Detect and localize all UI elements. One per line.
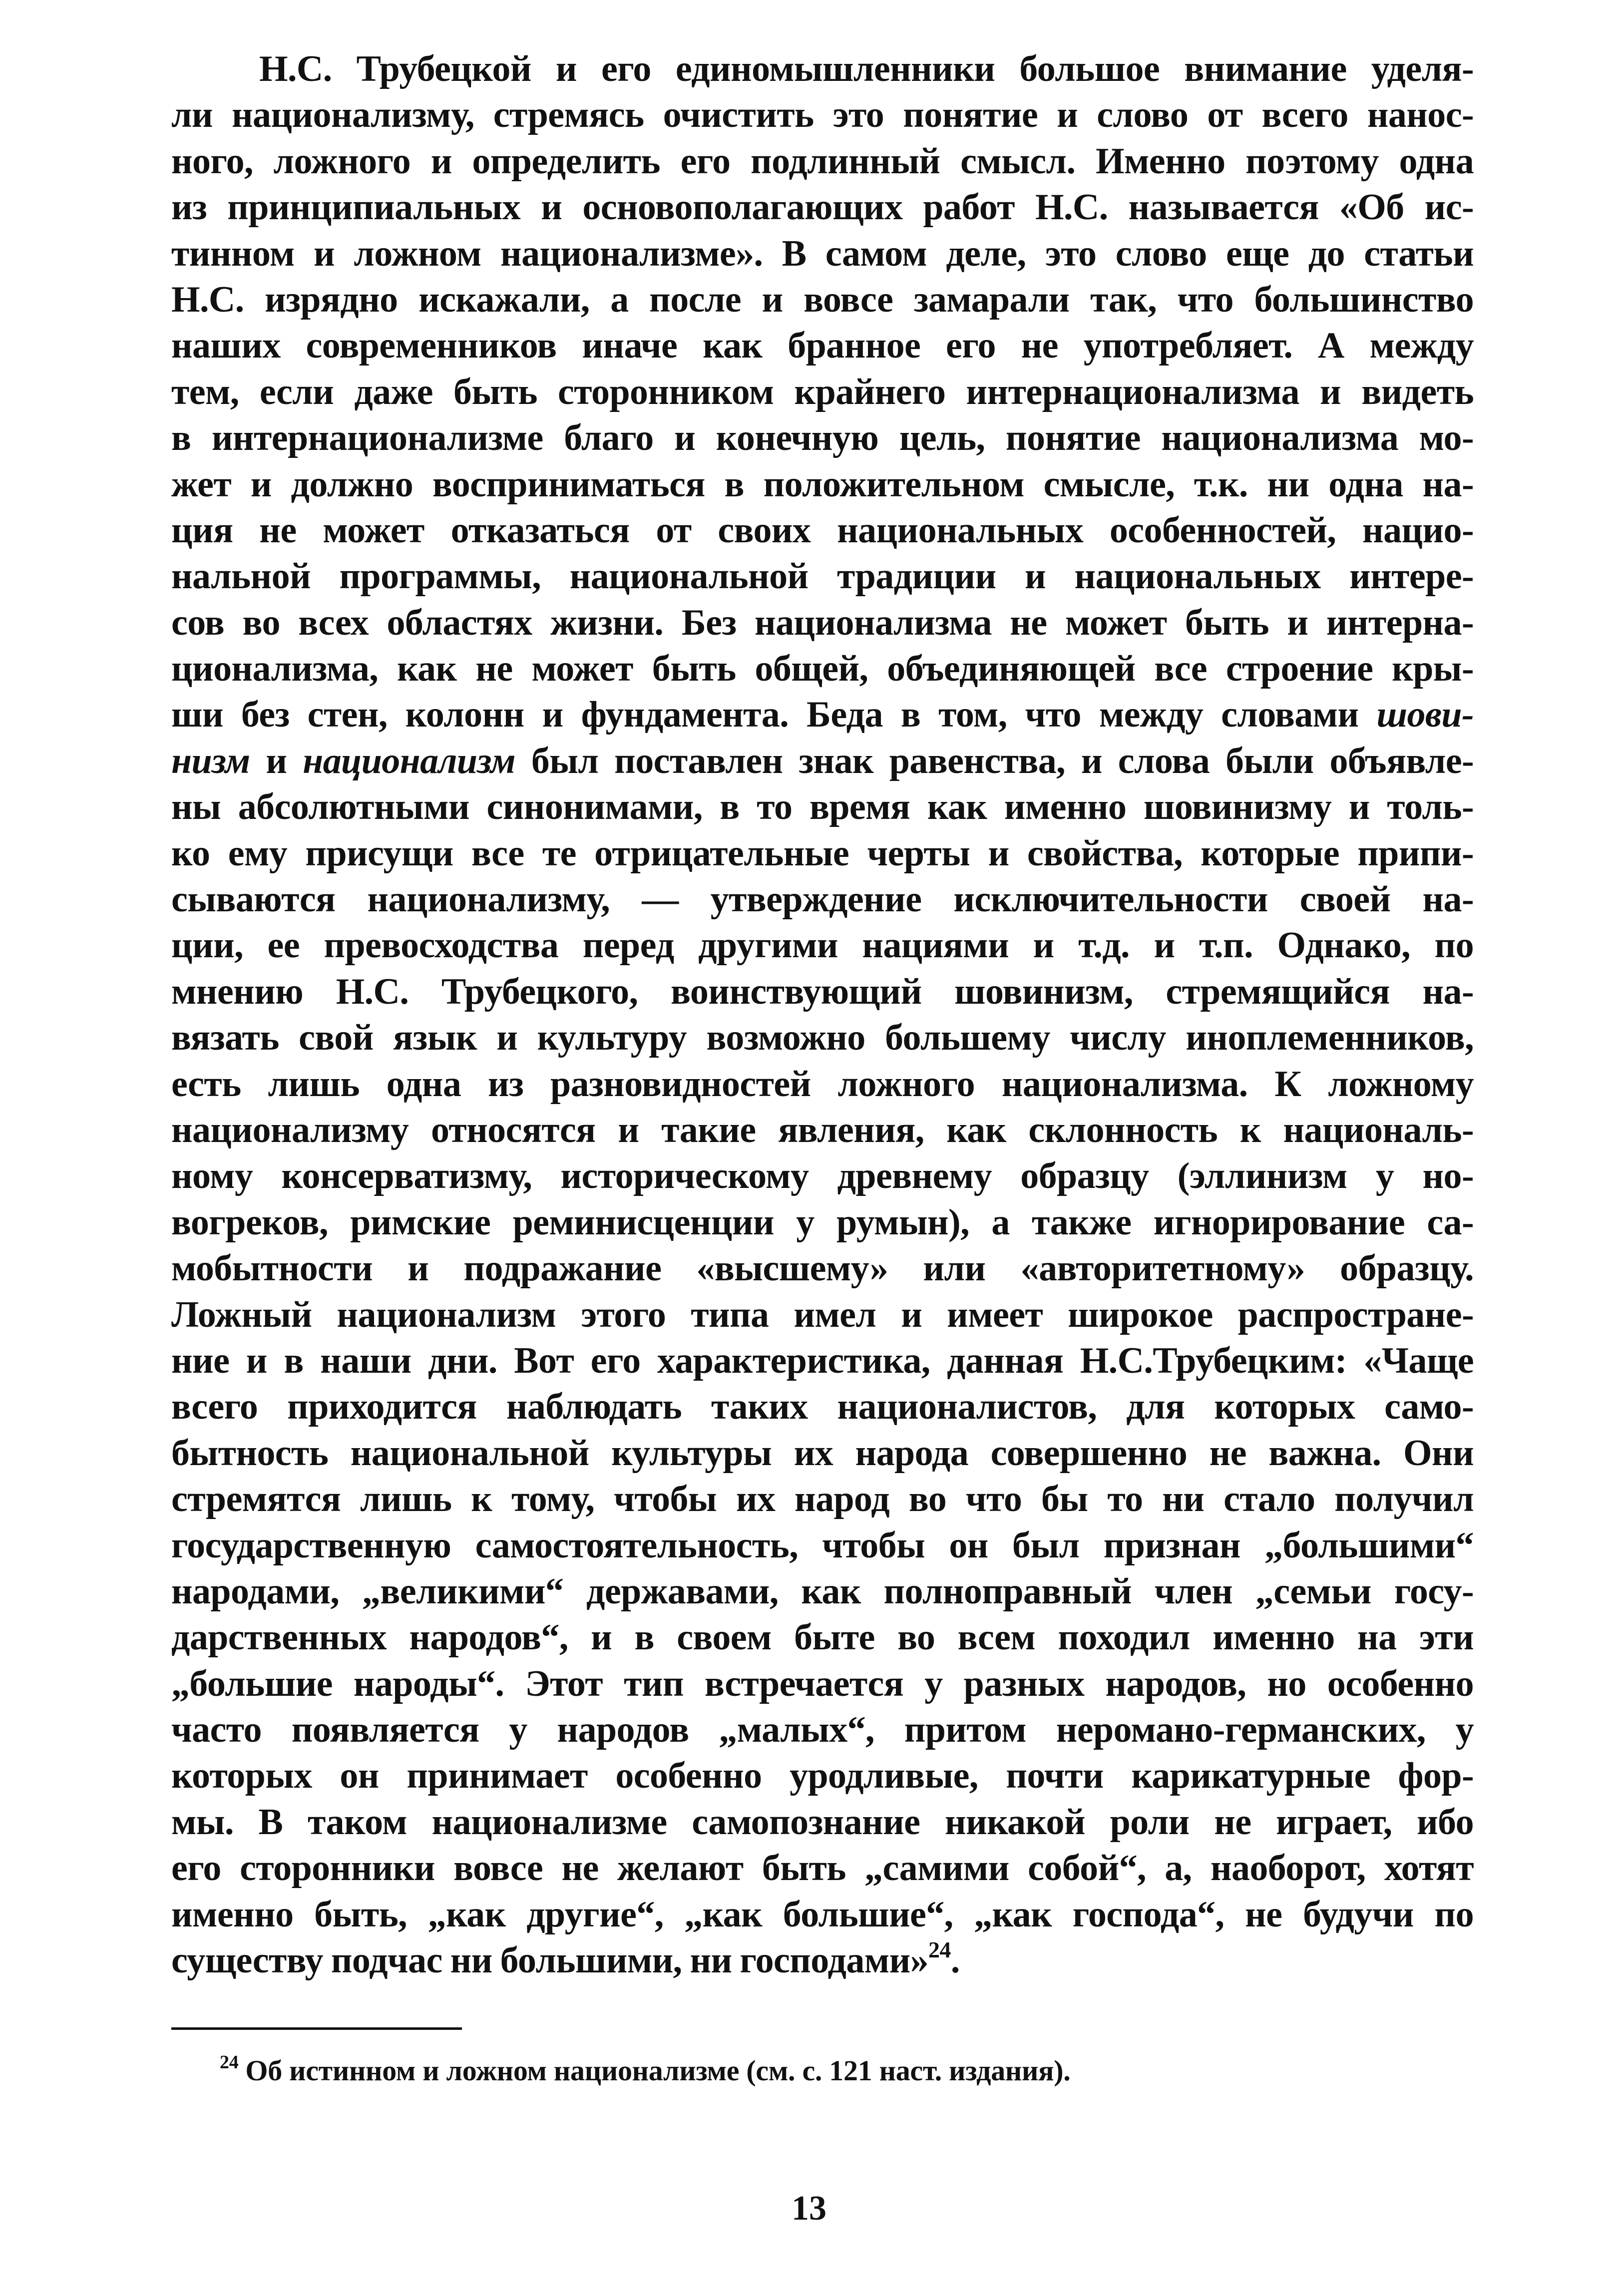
text-line: ны абсолютными синонимами, в то время как именно шовинизму и толь- — [171, 786, 1474, 828]
text-line: всего приходится наблюдать таких националистов, для которых само- — [171, 1386, 1474, 1428]
footnote-text: Об истинном и ложном национализме (см. с. 121 наст. издания). — [245, 2054, 1071, 2087]
text-line: тем, если даже быть сторонником крайнего интернационализма и видеть — [171, 371, 1474, 412]
line-text: и — [250, 740, 303, 781]
text-line — [171, 692, 1474, 738]
text-line: которых он принимает особенно уродливые, почти карикатурные фор- — [171, 1755, 1474, 1797]
text-line: ние и в наши дни. Вот его характеристика, данная Н.С.Трубецким: «Чаще — [171, 1340, 1474, 1381]
text-line: нальной программы, национальной традиции и национальных интере- — [171, 556, 1474, 597]
text-line: сов во всех областях жизни. Без национализма не может быть и интерна- — [171, 602, 1474, 643]
text-line: именно быть, „как другие“, „как большие“, „как господа“, не будучи по — [171, 1894, 1474, 1935]
text-line: наших современников иначе как бранное его не употребляет. А между — [171, 325, 1474, 367]
text-line: государственную самостоятельность, чтобы он был признан „большими“ — [171, 1525, 1474, 1566]
text-line: дарственных народов“, и в своем быте во всем походил именно на эти — [171, 1617, 1474, 1658]
text-line: из принципиальных и основополагающих работ Н.С. называется «Об ис- — [171, 187, 1474, 228]
text-line: Ложный национализм этого типа имел и имеет широкое распростране- — [171, 1294, 1474, 1335]
footnote-number: 24 — [220, 2052, 239, 2073]
line-text: был поставлен знак равенства, и слова были объявле- — [515, 740, 1474, 781]
text-line: ко ему присущи все те отрицательные черты и свойства, которые припи- — [171, 832, 1474, 874]
body-paragraph — [171, 46, 1474, 1983]
text-line: часто появляется у народов „малых“, притом нероманo-германских, у — [171, 1709, 1474, 1751]
italic-term-shovinizm-end: низм — [171, 740, 250, 781]
text-line: ли национализму, стремясь очистить это понятие и слово от всего нанос- — [171, 94, 1474, 136]
text-line: в интернационализме благо и конечную цель, понятие национализма мо- — [171, 417, 1474, 459]
line-text: существу подчас ни большими, ни господами» — [171, 1940, 929, 1981]
line-text: . — [950, 1940, 960, 1981]
text-line: „большие народы“. Этот тип встречается у разных народов, но особенно — [171, 1663, 1474, 1704]
text-line: ция не может отказаться от своих национальных особенностей, нацио- — [171, 509, 1474, 551]
text-line: мобытности и подражание «высшему» или «авторитетному» образцу. — [171, 1248, 1474, 1289]
footnote — [220, 2053, 1070, 2088]
text-line: национализму относятся и такие явления, как склонность к националь- — [171, 1109, 1474, 1150]
text-line: ного, ложного и определить его подлинный смысл. Именно поэтому одна — [171, 140, 1474, 182]
text-line: ному консерватизму, историческому древнему образцу (эллинизм у но- — [171, 1155, 1474, 1197]
text-line: вогреков, римские реминисценции у румын), а также игнорирование са- — [171, 1201, 1474, 1243]
footnote-separator — [171, 2027, 462, 2030]
footnote-reference[interactable]: 24 — [928, 1937, 951, 1963]
line-text: ши без стен, колонн и фундамента. Беда в том, что между словами — [171, 694, 1359, 736]
text-line: бытность национальной культуры их народа совершенно не важна. Они — [171, 1432, 1474, 1474]
text-line: Н.С. Трубецкой и его единомышленники большое внимание уделя- — [259, 48, 1474, 89]
page-number: 13 — [792, 2189, 826, 2228]
text-line: мы. В таком национализме самопознание никакой роли не играет, ибо — [171, 1801, 1474, 1843]
text-line: Н.С. изрядно искажали, а после и вовсе замарали так, что большинство — [171, 279, 1474, 320]
text-line: сываются национализму, — утверждение исключительности своей на- — [171, 879, 1474, 920]
text-line: жет и должно восприниматься в положительном смысле, т.к. ни одна на- — [171, 463, 1474, 505]
text-line: его сторонники вовсе не желают быть „самими собой“, а, наоборот, хотят — [171, 1848, 1474, 1889]
text-line: мнению Н.С. Трубецкого, воинствующий шовинизм, стремящийся на- — [171, 971, 1474, 1012]
text-line: ционализма, как не может быть общей, объединяющей все строение кры- — [171, 648, 1474, 690]
text-line: вязать свой язык и культуру возможно большему числу иноплеменников, — [171, 1017, 1474, 1059]
text-line: тинном и ложном национализме». В самом деле, это слово еще до статьи — [171, 233, 1474, 274]
text-line: стремятся лишь к тому, чтобы их народ во что бы то ни стало получил — [171, 1479, 1474, 1520]
text-line — [171, 738, 1474, 784]
text-line: есть лишь одна из разновидностей ложного национализма. К ложному — [171, 1063, 1474, 1105]
text-line: ции, ее превосходства перед другими нациями и т.д. и т.п. Однако, по — [171, 925, 1474, 966]
italic-term-nacionalizm: национализм — [303, 740, 516, 781]
text-line — [171, 1937, 1474, 1983]
text-line: народами, „великими“ державами, как полноправный член „семьи госу- — [171, 1570, 1474, 1612]
italic-term-shovinizm: шови- — [1376, 694, 1474, 736]
